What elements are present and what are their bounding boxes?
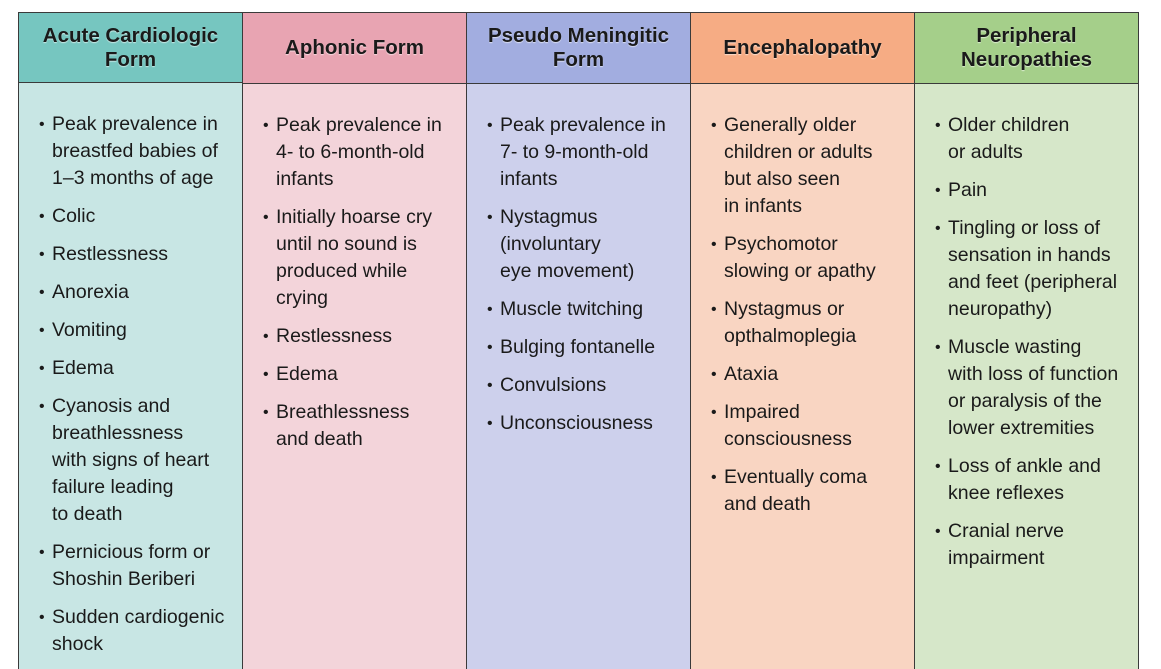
list-item: • Bulging fontanelle [487,334,680,361]
column-header [243,13,466,84]
column-title: Encephalopathy [723,36,882,59]
column-body [915,84,1138,669]
column-title: Peripheral Neuropathies [961,24,1092,71]
column-header [467,13,690,84]
symptom-list [263,112,456,453]
list-item: • Peak prevalence in 7- to 9-month-old infants [487,112,680,193]
column-title: Pseudo Meningitic Form [487,24,670,71]
symptom-list [39,111,232,658]
list-item: • Peak prevalence in breastfed babies of 1–3 months of age [39,111,232,192]
column-encephalopathy [691,13,915,669]
list-item: • Peak prevalence in 4- to 6-month-old infants [263,112,456,193]
list-item: • Cyanosis and breathlessness with signs of heart failure leading to death [39,393,232,528]
list-item: • Nystagmus or opthalmoplegia [711,296,904,350]
list-item: • Unconsciousness [487,410,680,437]
list-item: • Muscle wasting with loss of function or paralysis of the lower extremities [935,334,1128,442]
column-acute-cardiologic [19,13,243,669]
column-pseudo-meningitic [467,13,691,669]
symptom-list [487,112,680,437]
symptom-list [935,112,1128,572]
list-item: • Restlessness [263,323,456,350]
list-item: • Tingling or loss of sensation in hands and feet (peripheral neuropathy) [935,215,1128,323]
column-title: Aphonic Form [285,36,424,59]
list-item: • Restlessness [39,241,232,268]
column-aphonic [243,13,467,669]
list-item: • Edema [263,361,456,388]
list-item: • Loss of ankle and knee reflexes [935,453,1128,507]
list-item: • Pain [935,177,1128,204]
list-item: • Impaired consciousness [711,399,904,453]
symptom-list [711,112,904,518]
list-item: • Nystagmus (involuntary eye movement) [487,204,680,285]
column-body [19,83,242,669]
column-title: Acute Cardiologic Form [42,23,219,71]
list-item: • Ataxia [711,361,904,388]
list-item: • Generally older children or adults but also seen in infants [711,112,904,220]
column-body [243,84,466,669]
list-item: • Psychomotor slowing or apathy [711,231,904,285]
column-body [467,84,690,669]
list-item: • Cranial nerve impairment [935,518,1128,572]
list-item: • Vomiting [39,317,232,344]
beriberi-forms-table [18,12,1139,669]
column-peripheral-neuropathies [915,13,1138,669]
list-item: • Anorexia [39,279,232,306]
column-header [915,13,1138,84]
column-header [19,13,242,83]
list-item: • Colic [39,203,232,230]
list-item: • Edema [39,355,232,382]
column-header [691,13,914,84]
list-item: • Sudden cardiogenic shock [39,604,232,658]
list-item: • Breathlessness and death [263,399,456,453]
column-body [691,84,914,669]
list-item: • Muscle twitching [487,296,680,323]
list-item: • Older children or adults [935,112,1128,166]
list-item: • Initially hoarse cry until no sound is produced while crying [263,204,456,312]
list-item: • Pernicious form or Shoshin Beriberi [39,539,232,593]
list-item: • Eventually coma and death [711,464,904,518]
list-item: • Convulsions [487,372,680,399]
